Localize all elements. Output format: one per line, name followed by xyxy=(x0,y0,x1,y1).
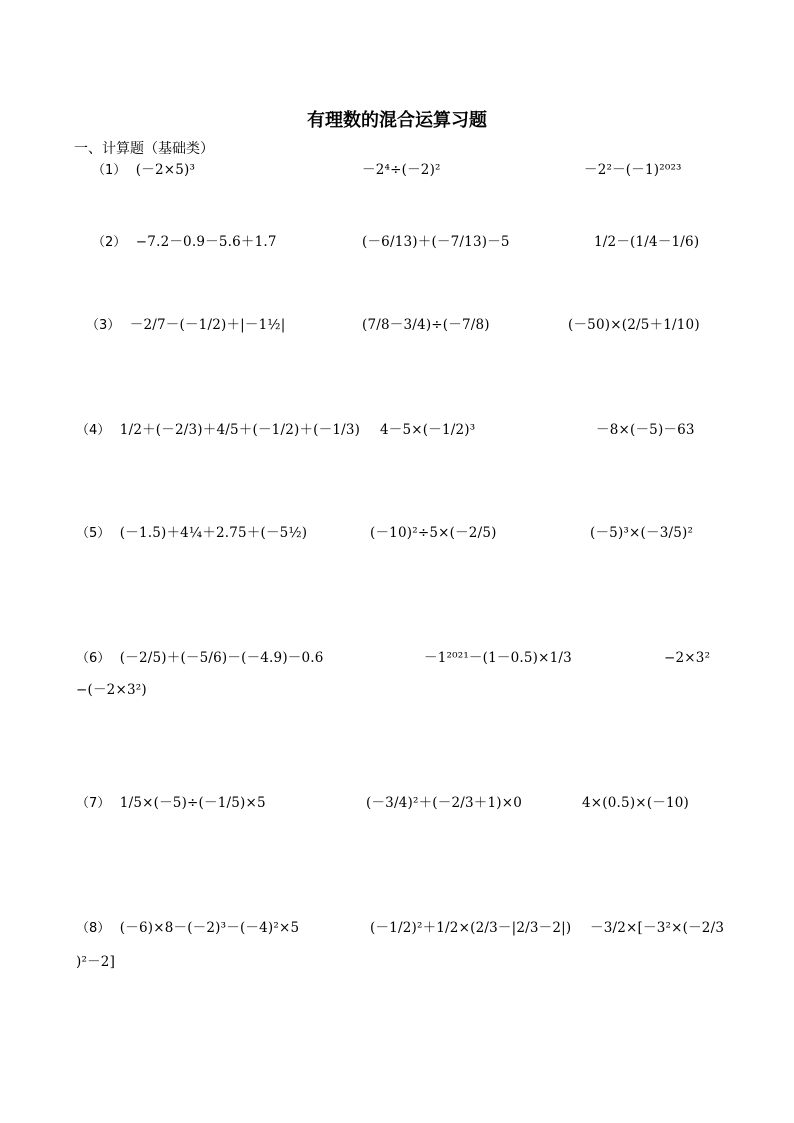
expression: (－1/2)²＋1/2×(2/3－|2/3－2|) xyxy=(370,920,572,936)
problem-4b xyxy=(380,420,475,441)
problem-2b xyxy=(362,232,510,253)
expression: (－10)²÷5×(－2/5) xyxy=(370,525,497,541)
problem-number: （5） xyxy=(76,526,111,541)
expression: －2²－(－1)²⁰²³ xyxy=(584,162,682,178)
expression: (－3/4)²＋(－2/3＋1)×0 xyxy=(366,795,523,811)
expression: 1/2－(1/4－1/6) xyxy=(594,234,700,250)
problem-5a xyxy=(76,523,307,544)
expression: −7.2－0.9－5.6＋1.7 xyxy=(135,234,277,250)
expression: (－6/13)＋(－7/13)－5 xyxy=(362,234,510,250)
problem-number: （4） xyxy=(76,423,111,438)
problem-number: （6） xyxy=(76,651,111,666)
problem-8c xyxy=(590,918,724,939)
expression: －3/2×[－3²×(－2/3 xyxy=(590,920,725,936)
problem-2a xyxy=(92,232,277,253)
expression: −2×3² xyxy=(664,650,711,666)
problem-8b xyxy=(370,918,571,939)
problem-7b xyxy=(366,793,522,814)
problem-number: （7） xyxy=(76,796,111,811)
expression: －1²⁰²¹－(1－0.5)×1/3 xyxy=(424,650,572,666)
expression: 4×(0.5)×(－10) xyxy=(582,795,690,811)
expression: －8×(－5)－63 xyxy=(596,422,695,438)
expression: )²－2] xyxy=(76,954,116,970)
expression: (－5)³×(－3/5)² xyxy=(590,525,694,541)
problem-6c-continued xyxy=(76,680,147,701)
expression: －2⁴÷(－2)² xyxy=(362,162,441,178)
expression: (－6)×8－(－2)³－(－4)²×5 xyxy=(119,920,300,936)
problem-6c xyxy=(664,648,710,669)
expression: (－2×5)³ xyxy=(135,162,196,178)
problem-5c xyxy=(590,523,693,544)
problem-number: （2） xyxy=(92,235,127,250)
expression: −(－2×3²) xyxy=(76,682,147,698)
expression: (7/8－3/4)÷(－7/8) xyxy=(362,317,490,333)
problem-5b xyxy=(370,523,497,544)
problem-3c xyxy=(568,315,700,336)
problem-6a xyxy=(76,648,324,669)
expression: (－2/5)＋(－5/6)－(－4.9)－0.6 xyxy=(119,650,324,666)
problem-1b xyxy=(362,160,441,181)
problem-3b xyxy=(362,315,490,336)
expression: 1/5×(－5)÷(－1/5)×5 xyxy=(119,795,266,811)
section-heading: 一、计算题（基础类） xyxy=(74,141,214,157)
expression: －2/7－(－1/2)＋|－1½| xyxy=(129,317,286,333)
problem-4a xyxy=(76,420,360,441)
problem-number: （1） xyxy=(92,163,127,178)
expression: (－1.5)＋4¼＋2.75＋(－5½) xyxy=(119,525,308,541)
page-title: 有理数的混合运算习题 xyxy=(307,110,487,131)
problem-number: （8） xyxy=(76,921,111,936)
problem-6b xyxy=(424,648,572,669)
problem-4c xyxy=(596,420,695,441)
problem-7a xyxy=(76,793,266,814)
problem-3a xyxy=(86,315,285,336)
problem-7c xyxy=(582,793,689,814)
problem-1a xyxy=(92,160,195,181)
problem-2c xyxy=(594,232,699,253)
problem-1c xyxy=(584,160,682,181)
problem-number: （3） xyxy=(86,318,121,333)
expression: 4－5×(－1/2)³ xyxy=(380,422,476,438)
problem-8a xyxy=(76,918,299,939)
expression: 1/2＋(－2/3)＋4/5＋(－1/2)＋(－1/3) xyxy=(119,422,361,438)
expression: (－50)×(2/5＋1/10) xyxy=(568,317,700,333)
problem-8c-continued xyxy=(76,952,115,973)
